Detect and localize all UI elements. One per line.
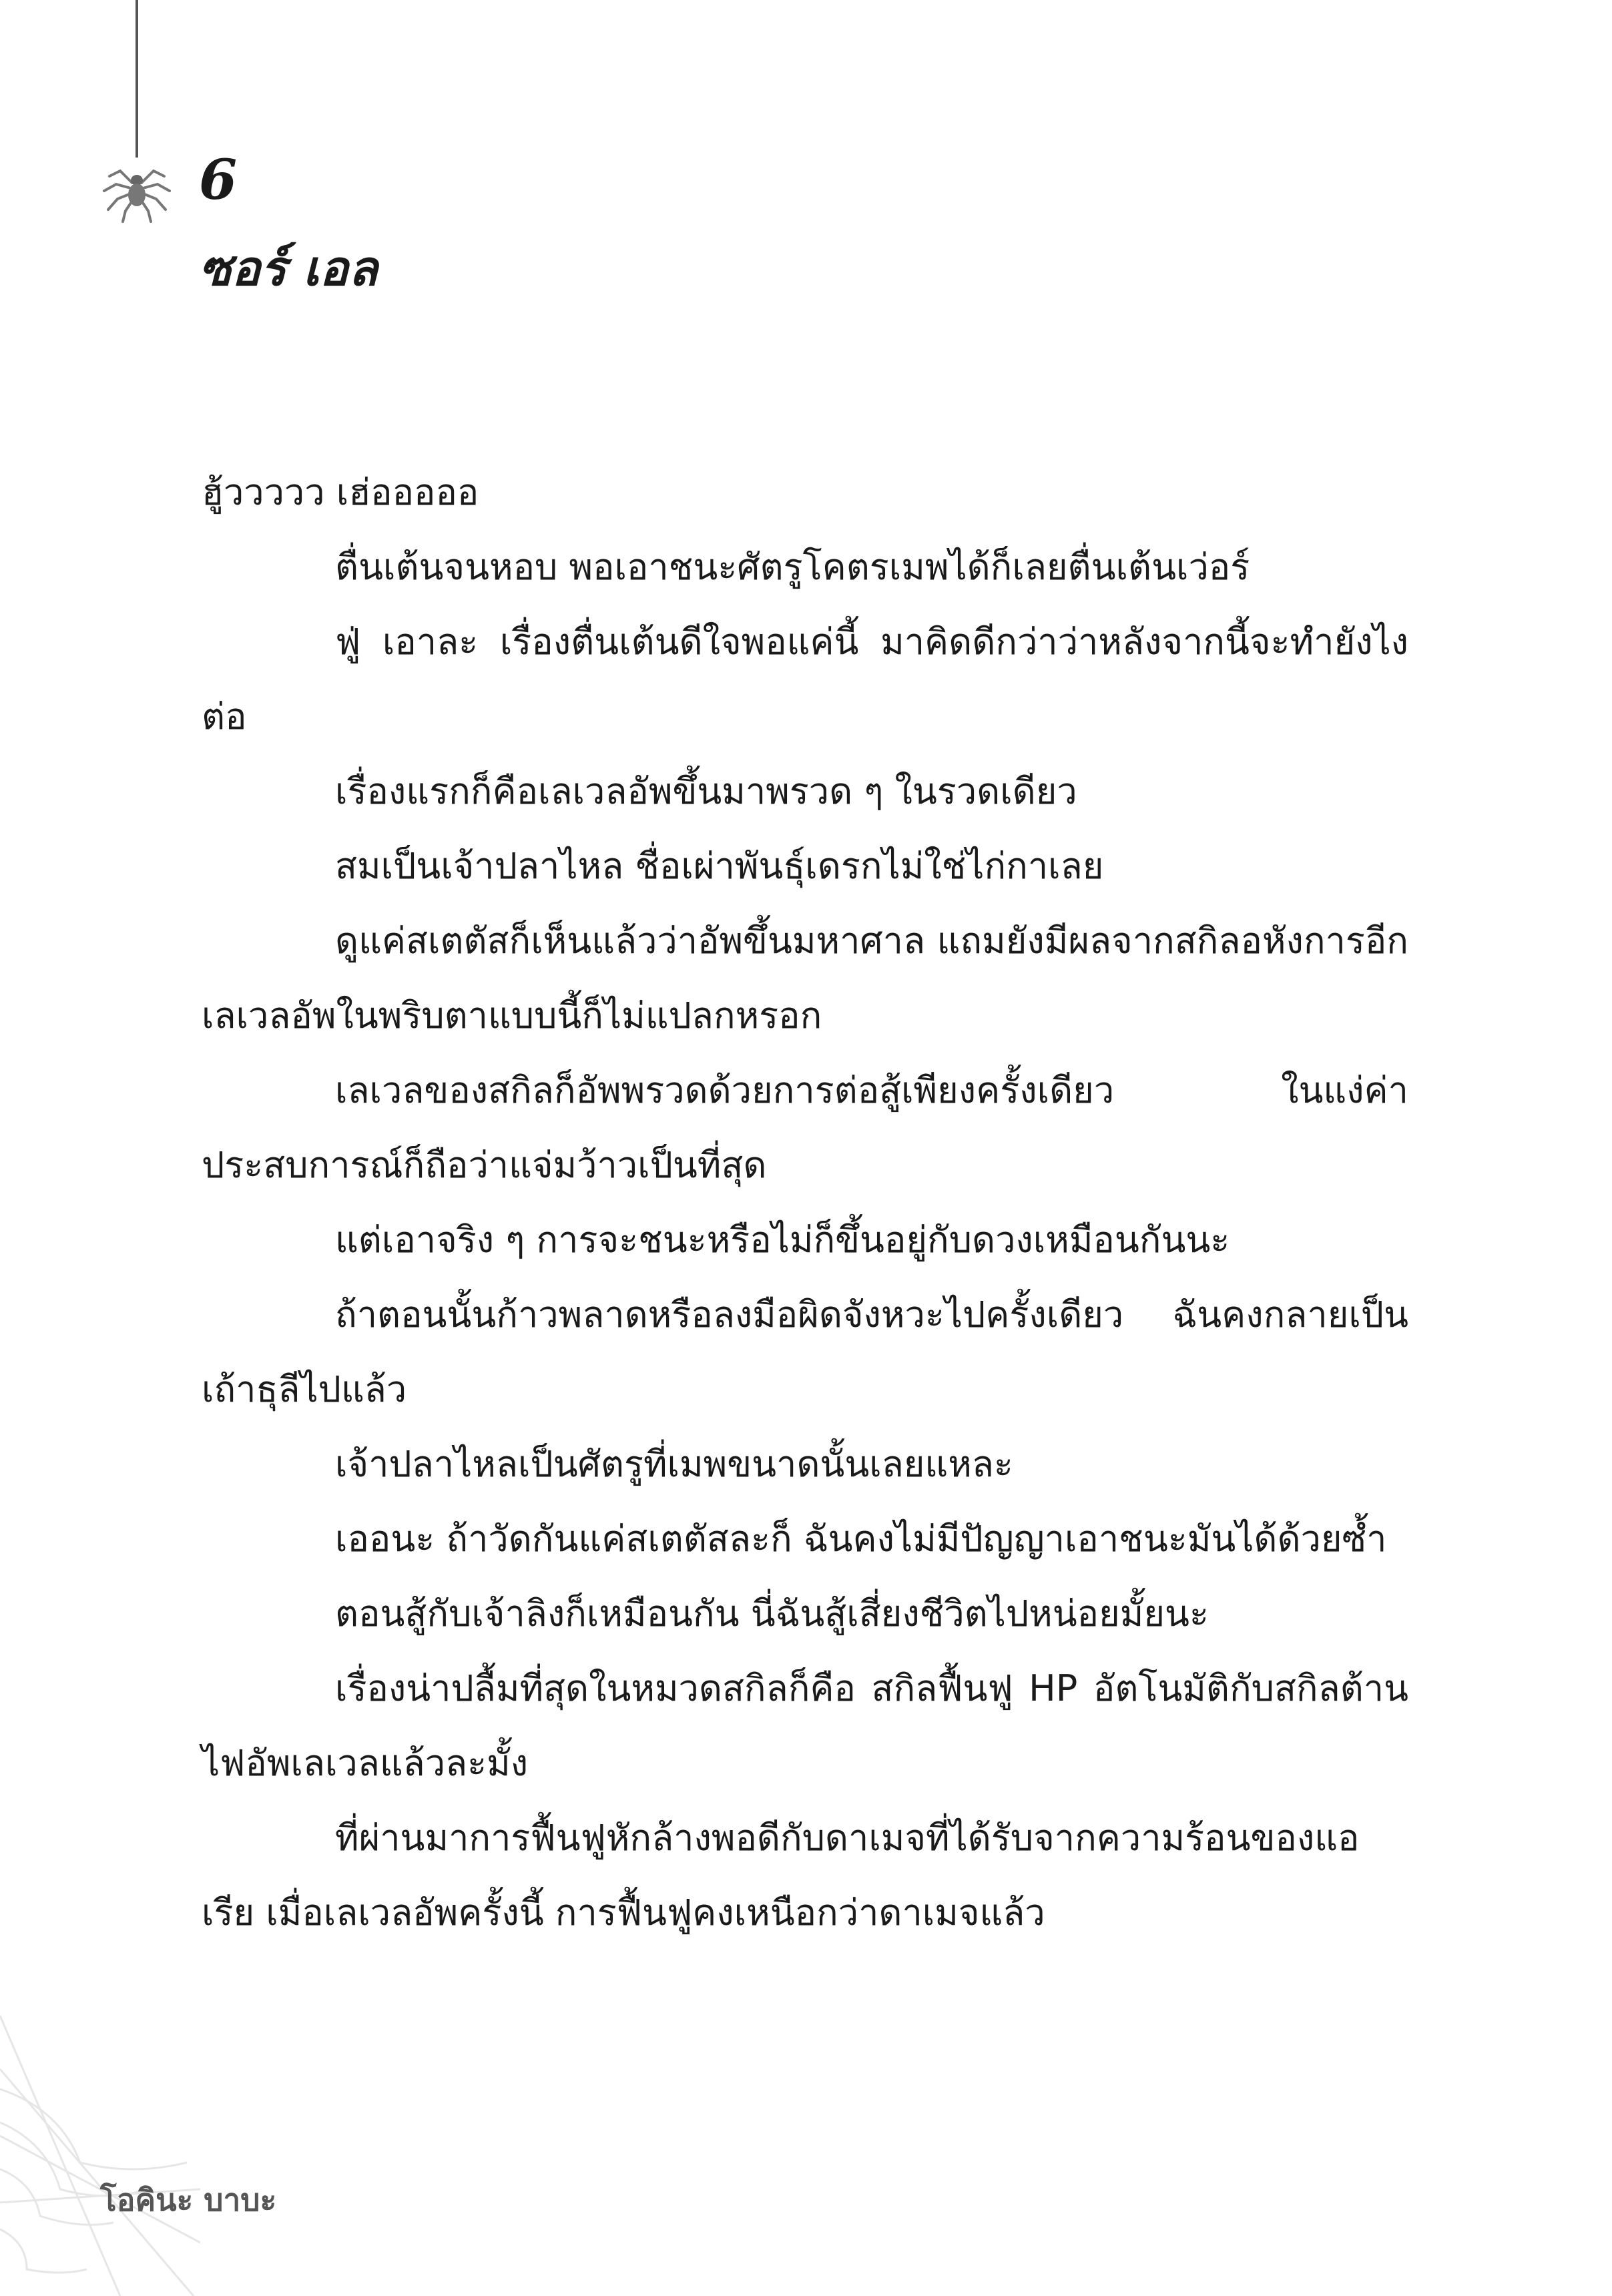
paragraph: ตื่นเต้นจนหอบ พอเอาชนะศัตรูโคตรเมพได้ก็เลยตื่นเต้นเว่อร์ (335, 546, 1250, 588)
paragraph: สมเป็นเจ้าปลาไหล ชื่อเผ่าพันธุ์เดรกไม่ใช่ไก่กาเลย (335, 845, 1104, 887)
paragraph: เจ้าปลาไหลเป็นศัตรูที่เมพขนาดนั้นเลยแหละ (335, 1443, 1013, 1485)
paragraph: เรื่องน่าปลื้มที่สุดในหมวดสกิลก็คือ สกิลฟื้นฟู HP อัตโนมัติกับสกิลต้านไฟอัพเลเวลแล้วละมั้ง (202, 1667, 1408, 1784)
paragraph: เรื่องแรกก็คือเลเวลอัพขึ้นมาพรวด ๆ ในรวดเดียว (335, 770, 1077, 812)
spider-icon (100, 151, 174, 224)
paragraph: เลเวลของสกิลก็อัพพรวดด้วยการต่อสู้เพียงครั้งเดียว ในแง่ค่าประสบการณ์ก็ถือว่าแจ่มว้าวเป็นที่สุด (202, 1069, 1408, 1186)
paragraph: ตอนสู้กับเจ้าลิงก็เหมือนกัน นี่ฉันสู้เสี่ยงชีวิตไปหน่อยมั้ยนะ (335, 1593, 1209, 1635)
spider-thread (136, 0, 138, 158)
paragraph: ที่ผ่านมาการฟื้นฟูหักล้างพอดีกับดาเมจที่ได้รับจากความร้อนของแอเรีย เมื่อเลเวลอัพครั้งนี้ การฟื้นฟูคงเหนือกว่าดาเมจแล้ว (202, 1817, 1360, 1934)
paragraph: ฟู่ เอาละ เรื่องตื่นเต้นดีใจพอแค่นี้ มาคิดดีกว่าว่าหลังจากนี้จะทำยังไงต่อ (202, 621, 1408, 738)
paragraph: เออนะ ถ้าวัดกันแค่สเตตัสละก็ ฉันคงไม่มีปัญญาเอาชนะมันได้ด้วยซ้ำ (335, 1518, 1387, 1560)
paragraph: แต่เอาจริง ๆ การจะชนะหรือไม่ก็ขึ้นอยู่กับดวงเหมือนกันนะ (335, 1219, 1230, 1261)
paragraph: ถ้าตอนนั้นก้าวพลาดหรือลงมือผิดจังหวะไปครั้งเดียว ฉันคงกลายเป็นเถ้าธุลีไปแล้ว (202, 1294, 1408, 1410)
footer-author: โอคินะ บาบะ (100, 2182, 277, 2218)
paragraph: ดูแค่สเตตัสก็เห็นแล้วว่าอัพขึ้นมหาศาล แถมยังมีผลจากสกิลอหังการอีก เลเวลอัพในพริบตาแบบนี้ก็ไม่แปลกหรอก (202, 920, 1408, 1037)
paragraph: ฮู้ววววว เฮ่อออออ (202, 471, 479, 513)
chapter-number: 6 (199, 148, 238, 212)
spider-web-icon (0, 1989, 200, 2296)
chapter-body (202, 455, 1408, 1950)
chapter-title: ซอร์ เอล (199, 240, 378, 296)
